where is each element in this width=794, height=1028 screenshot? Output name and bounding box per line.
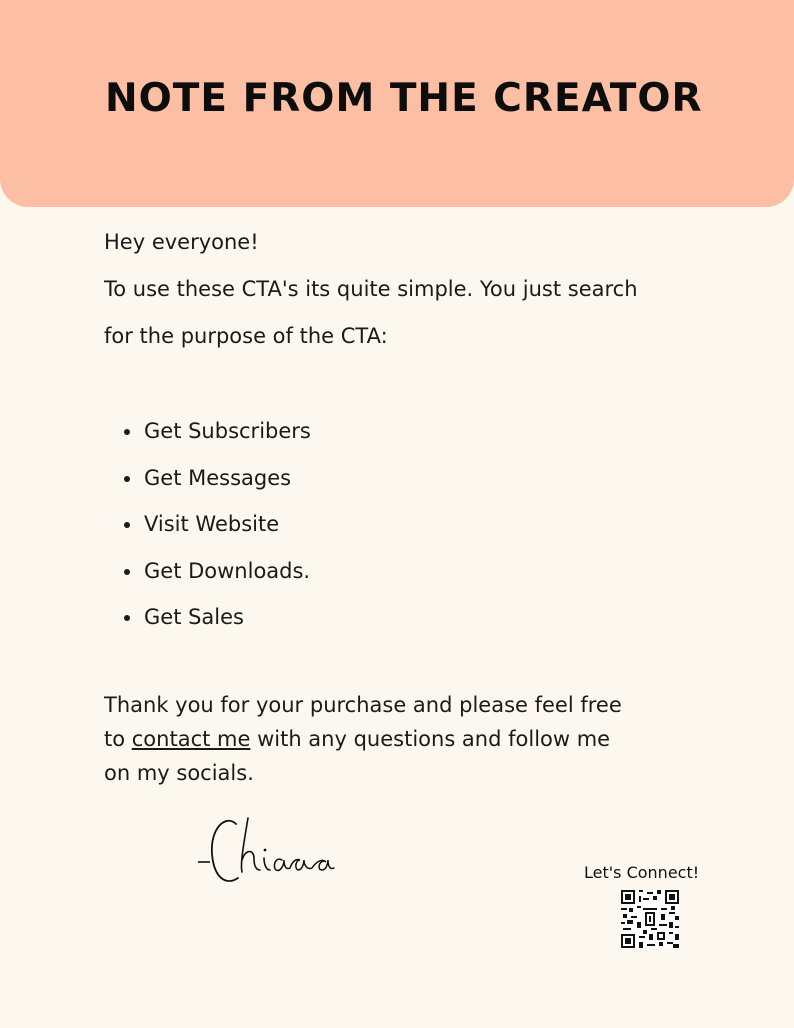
list-item: Get Sales [104,600,311,647]
closing-line-2-end: with any questions and follow me [250,727,611,751]
contact-me-link[interactable]: contact me [131,727,251,751]
list-item: Visit Website [104,507,311,554]
header-banner [0,0,794,207]
greeting: Hey everyone! [104,230,259,254]
list-item: Get Messages [104,461,311,508]
list-item: Get Downloads. [104,554,311,601]
closing-line-1: Thank you for your purchase and please feel free [104,693,622,717]
purpose-list [104,414,311,647]
page-title: NOTE FROM THE CREATOR [105,76,703,121]
qr-code-icon[interactable] [621,890,679,948]
intro-line-1: To use these CTA's its quite simple. You just search [104,277,638,301]
closing-line-3: on my socials. [104,761,254,785]
lets-connect-label: Let's Connect! [584,863,700,882]
list-item: Get Subscribers [104,414,311,461]
intro-line-2: for the purpose of the CTA: [104,324,388,348]
closing-paragraph [104,688,704,790]
closing-line-2-start: to [104,727,132,751]
signature-chiara [196,812,336,892]
closing-line-2 [104,722,704,756]
